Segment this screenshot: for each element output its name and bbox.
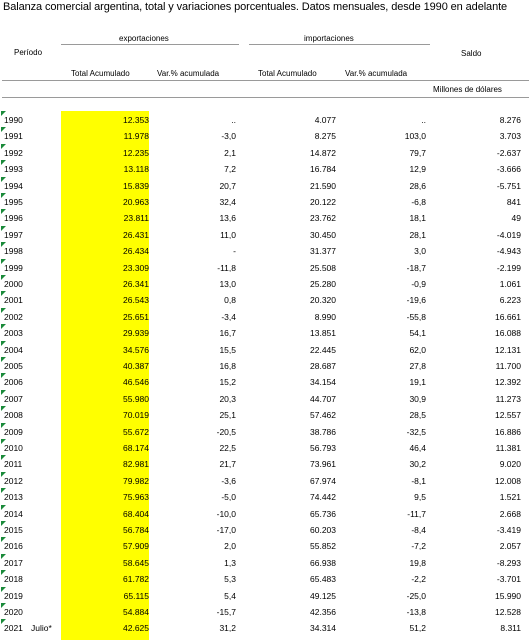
exports-var-cell: 32,4 [219,197,236,207]
imports-total-cell: 42.356 [310,607,336,617]
imports-total-cell: 65.483 [310,574,336,585]
period-cell: 2011 [4,459,23,470]
imports-total-cell: 20.122 [310,197,336,207]
table-row [0,406,531,423]
imports-total-cell: 25.280 [310,279,336,289]
table-row [0,505,531,522]
table-row [0,341,531,358]
table-row [0,242,531,259]
saldo-cell: 12.131 [495,344,521,355]
period-cell: 2002 [4,311,23,322]
imports-var-cell: 27,8 [409,361,426,371]
table-row [0,537,531,554]
saldo-cell: 3.703 [499,131,521,142]
imports-var-cell: -25,0 [406,590,426,601]
imports-var-cell: 19,1 [409,377,426,388]
exports-var-cell: 1,3 [224,557,236,568]
table-row [0,521,531,538]
period-cell: 1990 [4,115,23,125]
saldo-cell: -3.701 [496,574,521,585]
saldo-cell: 2.668 [499,508,521,519]
header-saldo: Saldo [461,49,482,58]
saldo-cell: 8.311 [500,623,521,634]
table-row [0,373,531,390]
imports-total-cell: 66.938 [310,557,336,568]
saldo-cell: 12.557 [495,410,521,421]
imports-total-cell: 55.852 [310,541,336,552]
imports-total-cell: 28.687 [310,361,336,371]
exports-total-cell: 12.353 [123,115,149,125]
saldo-cell: 12.008 [495,475,521,486]
table-row [0,193,531,210]
exports-var-cell: -17,0 [216,525,236,535]
exports-var-cell: 0,8 [224,295,236,306]
period-cell: 2018 [4,574,23,585]
imports-total-cell: 67.974 [310,475,336,486]
imports-var-cell: 28,6 [409,180,426,191]
saldo-cell: -4.019 [496,229,521,240]
exports-total-cell: 79.982 [123,475,149,486]
exports-var-cell: 7,2 [224,164,236,175]
table-row [0,603,531,620]
table-row [0,308,531,325]
saldo-cell: 12.528 [495,607,521,617]
imports-var-cell: -11,7 [407,508,426,519]
exports-var-cell: -3,6 [221,475,236,486]
period-cell: 2010 [4,443,23,453]
exports-total-cell: 42.625 [123,623,149,634]
exports-total-cell: 26.434 [123,246,149,257]
unit-label: Millones de dólares [433,85,502,94]
saldo-cell: -3.666 [496,164,521,175]
exports-var-cell: 5,4 [224,590,236,601]
exports-var-cell: 2,1 [224,147,236,158]
imports-total-cell: 22.445 [310,344,336,355]
table-row [0,439,531,456]
imports-total-cell: 25.508 [310,262,336,273]
exports-total-cell: 68.404 [123,508,149,519]
saldo-cell: -4.943 [496,246,521,257]
table-row [0,488,531,505]
importaciones-group-underline [249,44,430,45]
exports-var-cell: 2,0 [224,541,236,552]
unit-bottom-rule [2,97,529,98]
imports-total-cell: 13.851 [310,328,336,339]
exports-total-cell: 15.839 [123,180,149,191]
header-imp-total: Total Acumulado [258,69,317,78]
imports-var-cell: -8,1 [411,475,426,486]
table-row [0,587,531,604]
period-cell: 2013 [4,492,23,503]
imports-var-cell: 46,4 [409,443,426,453]
table-row [0,160,531,177]
imports-var-cell: -6,8 [411,197,426,207]
saldo-cell: -8.293 [496,557,521,568]
table-row [0,570,531,587]
exports-total-cell: 40.387 [123,361,149,371]
exports-var-cell: 15,5 [219,344,236,355]
exports-total-cell: 29.939 [123,328,149,339]
exports-var-cell: -15,7 [216,607,236,617]
saldo-cell: 8.276 [499,115,521,125]
exports-var-cell: - [233,246,236,257]
period-cell: 1996 [4,213,23,224]
imports-total-cell: 34.314 [310,623,336,634]
period-cell: 2021 [4,623,23,634]
saldo-cell: -5.751 [496,180,521,191]
period-cell: 2016 [4,541,23,552]
imports-total-cell: 23.762 [310,213,336,224]
imports-total-cell: 34.154 [310,377,336,388]
exports-var-cell: -3,0 [221,131,236,142]
imports-var-cell: -18,7 [406,262,426,273]
imports-var-cell: -32,5 [406,426,426,437]
exports-total-cell: 23.811 [123,213,149,224]
period-cell: 2012 [4,475,23,486]
table-row [0,423,531,440]
exports-total-cell: 25.651 [123,311,149,322]
header-bottom-rule [2,80,529,81]
exports-var-cell: 25,1 [219,410,236,421]
exports-var-cell: -3,4 [221,311,236,322]
exports-var-cell: 11,0 [220,229,236,240]
table-row [0,209,531,226]
saldo-cell: 16.088 [495,328,521,339]
exports-var-cell: .. [231,115,236,125]
period-cell: 1997 [4,229,23,240]
table-row [0,226,531,243]
period-cell: 2015 [4,525,23,535]
imports-total-cell: 65.736 [310,508,336,519]
exports-total-cell: 82.981 [123,459,149,470]
period-cell: 2001 [4,295,23,306]
table-row [0,472,531,489]
table-row [0,619,531,636]
period-cell: 2004 [4,344,23,355]
exports-total-cell: 46.546 [123,377,149,388]
period-cell: 2019 [4,590,23,601]
header-exp-total: Total Acumulado [71,69,130,78]
exports-total-cell: 13.118 [123,164,149,175]
exports-var-cell: 31,2 [219,623,236,634]
table-row [0,357,531,374]
imports-var-cell: 28,5 [409,410,426,421]
imports-var-cell: 30,2 [409,459,426,470]
period-cell: 1999 [4,262,23,273]
exports-total-cell: 65.115 [123,590,149,601]
imports-total-cell: 8.275 [314,131,336,142]
saldo-cell: 6.223 [499,295,521,306]
imports-var-cell: -19,6 [406,295,426,306]
imports-var-cell: 62,0 [409,344,426,355]
exports-var-cell: -10,0 [216,508,236,519]
imports-total-cell: 49.125 [310,590,336,601]
saldo-cell: 15.990 [495,590,521,601]
table-row [0,259,531,276]
imports-total-cell: 74.442 [310,492,336,503]
imports-var-cell: -2,2 [411,574,426,585]
imports-var-cell: 9,5 [414,492,426,503]
sheet-title: Balanza comercial argentina, total y variaciones porcentuales. Datos mensuales, desde 1990 en adelante [3,1,508,13]
imports-var-cell: -8,4 [411,525,426,535]
header-exportaciones: exportaciones [119,34,169,43]
table-row [0,111,531,128]
imports-var-cell: 79,7 [409,147,426,158]
saldo-cell: -2.199 [496,262,521,273]
imports-var-cell: 3,0 [414,246,426,257]
imports-var-cell: .. [421,115,426,125]
exports-total-cell: 54.884 [123,607,149,617]
table-row [0,177,531,194]
header-periodo: Período [14,48,43,57]
imports-total-cell: 60.203 [310,525,336,535]
imports-total-cell: 8.990 [314,311,336,322]
imports-total-cell: 14.872 [310,147,336,158]
table-row [0,455,531,472]
imports-total-cell: 31.377 [310,246,336,257]
period-cell: 2020 [4,607,23,617]
saldo-cell: 16.661 [495,311,521,322]
imports-var-cell: 28,1 [409,229,426,240]
exports-total-cell: 70.019 [123,410,149,421]
period-cell: 2008 [4,410,23,421]
period-cell: 2006 [4,377,23,388]
imports-var-cell: 12,9 [409,164,426,175]
header-importaciones: importaciones [304,34,354,43]
exports-total-cell: 58.645 [123,557,149,568]
imports-total-cell: 38.786 [310,426,336,437]
saldo-cell: 1.061 [499,279,521,289]
saldo-cell: 1.521 [499,492,521,503]
exports-var-cell: 20,7 [219,180,236,191]
exports-total-cell: 11.978 [123,131,149,142]
period-cell: 2017 [4,557,23,568]
exports-var-cell: 16,7 [219,328,236,339]
imports-var-cell: 30,9 [409,393,426,404]
imports-total-cell: 57.462 [310,410,336,421]
saldo-cell: 9.020 [499,459,521,470]
saldo-cell: -2.637 [496,147,521,158]
table-row [0,144,531,161]
header-imp-var: Var.% acumulada [345,69,408,78]
exports-total-cell: 55.672 [123,426,149,437]
exports-var-cell: -5,0 [221,492,236,503]
saldo-cell: 16.886 [495,426,521,437]
imports-total-cell: 20.320 [310,295,336,306]
imports-total-cell: 30.450 [310,229,336,240]
imports-var-cell: 51,2 [409,623,426,634]
period-cell: 1994 [4,180,23,191]
imports-total-cell: 4.077 [314,115,336,125]
table-row [0,324,531,341]
saldo-cell: 2.057 [499,541,521,552]
period-cell: 1993 [4,164,23,175]
table-row [0,275,531,292]
exports-total-cell: 55.980 [123,393,149,404]
imports-total-cell: 56.793 [310,443,336,453]
imports-total-cell: 73.961 [310,459,336,470]
imports-var-cell: -55,8 [406,311,426,322]
table-row [0,390,531,407]
imports-var-cell: 18,1 [409,213,426,224]
exports-var-cell: 21,7 [219,459,236,470]
period-cell: 2007 [4,393,23,404]
period-cell: 2003 [4,328,23,339]
exports-total-cell: 68.174 [123,443,149,453]
exports-var-cell: 15,2 [219,377,236,388]
table-row [0,291,531,308]
exports-var-cell: 13,0 [219,279,236,289]
saldo-cell: 11.700 [495,361,521,371]
exports-total-cell: 75.963 [123,492,149,503]
imports-var-cell: -7,2 [411,541,426,552]
imports-total-cell: 44.707 [310,393,336,404]
table-row [0,554,531,571]
saldo-cell: 11.273 [495,393,521,404]
exports-total-cell: 26.543 [123,295,149,306]
saldo-cell: 12.392 [495,377,521,388]
period-cell: 1992 [4,147,23,158]
imports-total-cell: 21.590 [310,180,336,191]
header-exp-var: Var.% acumulada [157,69,220,78]
table-row [0,127,531,144]
exports-var-cell: -20,5 [216,426,236,437]
imports-var-cell: 103,0 [404,131,426,142]
period-cell: 1998 [4,246,23,257]
period-cell: 2014 [4,508,23,519]
exports-total-cell: 56.784 [123,525,149,535]
exports-total-cell: 26.341 [123,279,149,289]
imports-var-cell: -13,8 [406,607,426,617]
imports-total-cell: 16.784 [310,164,336,175]
exports-var-cell: 16,8 [219,361,236,371]
exports-var-cell: -11,8 [217,262,236,273]
exports-var-cell: 22,5 [219,443,236,453]
period-note-cell: Julio* [31,623,52,634]
exports-total-cell: 34.576 [123,344,149,355]
saldo-cell: 49 [511,213,521,224]
exports-total-cell: 12.235 [123,147,149,158]
exportaciones-group-underline [61,44,239,45]
exports-total-cell: 61.782 [123,574,149,585]
exports-total-cell: 26.431 [123,229,149,240]
imports-var-cell: 54,1 [409,328,426,339]
period-cell: 2005 [4,361,23,371]
exports-total-cell: 23.309 [123,262,149,273]
exports-total-cell: 57.909 [123,541,149,552]
period-cell: 1991 [4,131,23,142]
imports-var-cell: -0,9 [411,279,426,289]
exports-var-cell: 13,6 [219,213,236,224]
saldo-cell: 841 [506,197,521,207]
exports-total-cell: 20.963 [123,197,149,207]
period-cell: 2009 [4,426,23,437]
exports-var-cell: 5,3 [224,574,236,585]
saldo-cell: 11.381 [495,443,521,453]
period-cell: 1995 [4,197,23,207]
exports-var-cell: 20,3 [219,393,236,404]
saldo-cell: -3.419 [496,525,521,535]
imports-var-cell: 19,8 [409,557,426,568]
period-cell: 2000 [4,279,23,289]
